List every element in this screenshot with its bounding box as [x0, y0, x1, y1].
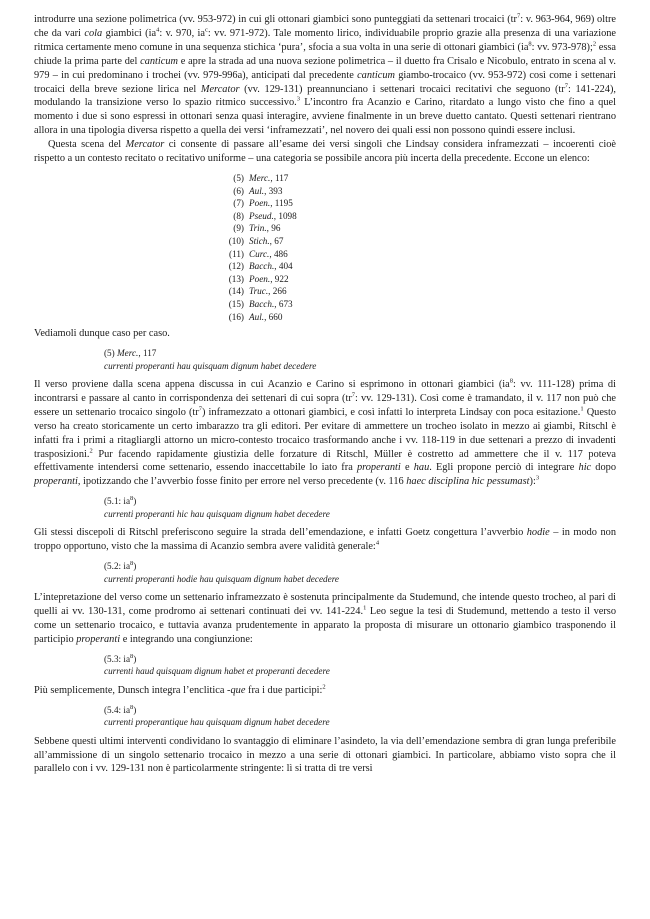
verse-number: , 1098 — [273, 210, 297, 221]
example-reference — [249, 185, 282, 198]
verse-number: , 96 — [266, 223, 281, 234]
verse-number: , 266 — [268, 286, 287, 297]
text-run: e integrando una congiunzione: — [120, 633, 253, 645]
example-number: (5) — [233, 172, 244, 183]
paragraph — [34, 591, 616, 647]
verse-number: , 117 — [270, 172, 289, 183]
play-title: Pseud. — [249, 210, 274, 221]
play-title: Bacch. — [249, 261, 275, 272]
example-number: (15) — [228, 298, 244, 309]
text-run: (5.1: ia — [104, 496, 131, 507]
verse-number: , 922 — [270, 273, 289, 284]
play-title: Aul. — [249, 311, 265, 322]
text-run: Questa scena del — [48, 139, 126, 151]
text-run: Questo verso ha creato storicamente un certo imbarazzo tra gli editori. Per evitare di ammettere un trocheo isolato in mezzo ai giambi, Ritschl è infatti fra i primi a ritagliargli attorno un micro-contesto trocaico trasformando anche i vv. 118-119 in due settenari a prezzo di invadenti trasposizioni. — [34, 406, 616, 460]
footnote-ref: 3 — [535, 474, 540, 482]
text-run: ) inframezzato a ottonari giambici, e così infatti lo interpreta Lindsay con poca esitazione. — [202, 406, 581, 418]
text-run: giambici (ia — [102, 27, 157, 39]
paragraph — [34, 138, 616, 166]
footnote-ref: 1 — [580, 405, 584, 413]
text-run: (5.2: ia — [104, 561, 131, 572]
text-run: ) — [133, 653, 137, 664]
example-item — [222, 197, 616, 210]
footnote-ref: 8 — [509, 377, 513, 385]
example-reference — [249, 248, 288, 261]
paragraph — [34, 684, 616, 698]
footnote-ref: 7 — [351, 391, 356, 399]
play-title: Merc. — [249, 172, 271, 183]
example-number: (9) — [233, 223, 244, 234]
text-run: : v. 970, ia — [159, 27, 206, 39]
text-run: : vv. 973-978); — [531, 41, 593, 53]
footnote-ref: 4 — [375, 539, 380, 547]
italic-text: Mercator — [125, 139, 165, 151]
verse-label — [104, 347, 616, 360]
play-title: Trin. — [249, 223, 267, 234]
example-item — [222, 235, 616, 248]
example-item — [222, 260, 616, 273]
footnote-ref: 7 — [564, 82, 568, 90]
text-run: : v. 963-964, 969) oltre che da vari — [34, 14, 617, 39]
example-number: (11) — [229, 248, 244, 259]
example-reference — [249, 311, 282, 324]
italic-text: properanti — [356, 462, 401, 474]
example-item — [222, 248, 616, 261]
example-number: (16) — [228, 311, 244, 322]
verse-text: currenti properantique hau quisquam dignum habet decedere — [104, 717, 330, 728]
footnote-ref: 2 — [322, 683, 326, 691]
italic-text: hic — [578, 462, 592, 474]
italic-text: cola — [84, 27, 103, 39]
text-run: giambo-trocaico (vv. 953-972) così come i settenari trocaici della breve sezione lirica nel — [34, 69, 616, 95]
verse-number: , 67 — [269, 235, 284, 246]
text-run: essa chiude la prima parte del — [34, 41, 616, 67]
paragraph — [34, 735, 616, 777]
text-run: Il verso proviene dalla scena appena discussa in cui Acanzio e Carino si esprimono in ottonari giambici (ia — [34, 379, 510, 390]
verse-text: currenti properanti hic hau quisquam dignum habet decedere — [104, 508, 330, 519]
text-run: ) — [133, 496, 137, 507]
play-title: Truc. — [249, 286, 269, 297]
verse-quote — [104, 560, 616, 585]
italic-text: canticum — [357, 69, 395, 81]
text-run: (5) — [104, 348, 118, 358]
play-title: Curc. — [249, 248, 270, 259]
text-run: (5.4: ia — [104, 704, 131, 715]
verse-text: currenti properanti hodie hau quisquam dignum habet decedere — [104, 573, 340, 584]
footnote-ref: 4 — [156, 26, 160, 34]
text-run: Vediamoli dunque caso per caso. — [34, 328, 170, 340]
text-run: Gli stessi discepoli di Ritschl preferiscono seguire la strada dell’emendazione, e infatti Goetz congettura l’avverbio — [34, 527, 527, 539]
example-item — [222, 298, 616, 311]
paragraph — [34, 526, 616, 554]
example-reference — [249, 197, 293, 210]
verse-number: , 486 — [269, 248, 288, 259]
example-number: (6) — [233, 185, 244, 196]
example-reference — [249, 235, 283, 248]
verse-label — [104, 653, 616, 666]
footnote-ref: 8 — [130, 703, 134, 711]
play-title: Stich. — [249, 235, 270, 246]
text-run: Pur facendo rapidamente giustizia delle forzature di Ritschl, Müller è costretto ad ammettere che il v. 117 poteva effettivamente intendersi come settenario, essendo inaccettabile lo iato fra — [34, 448, 616, 474]
example-number: (12) — [228, 261, 244, 272]
italic-text: hau — [413, 462, 430, 474]
italic-text: -que — [227, 684, 246, 696]
footnote-ref: 7 — [198, 405, 202, 413]
play-title: Poen. — [249, 273, 271, 284]
text-run: e — [400, 462, 414, 474]
play-title: Poen. — [249, 198, 271, 209]
verse-text: currenti properanti hau quisquam dignum habet decedere — [104, 360, 317, 371]
verse-label — [104, 560, 616, 573]
footnote-ref: 8 — [130, 495, 134, 503]
example-reference — [249, 222, 280, 235]
example-reference — [249, 260, 293, 273]
verse-number: , 393 — [264, 185, 283, 196]
example-list — [222, 172, 616, 323]
italic-text: haec disciplina hic pessumast — [406, 476, 530, 488]
text-run: ) — [133, 561, 137, 572]
footnote-ref: 1 — [363, 604, 367, 612]
example-number: (10) — [228, 235, 244, 246]
footnote-ref: 2 — [592, 40, 597, 48]
example-number: (13) — [228, 273, 244, 284]
text-run: : vv. 971-972). Tale momento lirico, individuabile proprio grazie alla presenza di una variazione ritmica certamente meno comune in una sequenza stichica ‘pura’, sfocia a sua volta in una serie di ottonari giambici (ia — [34, 27, 617, 53]
example-item — [222, 172, 616, 185]
example-item — [222, 311, 616, 324]
text-run: L’incontro fra Acanzio e Carino, ritardato a lungo visto che fino a quel momento i due si sono espressi in ottonari senza quasi interagire, avviene finalmente in un breve duetto cantato. Questi settenari rientrano allora in una tipologia diversa rispetto a quella dei versi ‘inframezzati’, nel novero dei quali essi non possono quindi essere inclusi. — [34, 97, 616, 137]
example-number: (7) — [233, 198, 244, 209]
verse-number: , 673 — [274, 298, 293, 309]
italic-text: properanti — [34, 476, 78, 488]
verse-number: , 660 — [264, 311, 283, 322]
italic-text: Mercator — [200, 83, 240, 95]
paragraph — [34, 13, 616, 138]
italic-text: properanti — [76, 633, 121, 645]
text-run: – in modo non troppo opportuno, visto che la massima di Acanzio sembra avere validità generale: — [34, 527, 616, 553]
verse-label — [104, 704, 616, 717]
example-reference — [249, 172, 288, 185]
text-run: ci consente di passare all’esame dei versi singoli che Lindsay considera inframezzati – incoerenti cioè rispetto a un contesto recitato o recitativo uniforme – una categoria se possibile ancora più incerta della precedente. Eccone un elenco: — [34, 139, 616, 165]
verse-quote — [104, 653, 616, 678]
italic-text: Merc. — [117, 348, 139, 358]
text-run: , ipotizzando che l’avverbio fosse finito per errore nel verso precedente (v. 116 — [77, 476, 407, 488]
verse-number: , 404 — [274, 261, 293, 272]
text-run: (vv. 129-131) preannunciano i settenari trocaici recitativi che seguono (tr — [239, 83, 565, 95]
example-reference — [249, 273, 289, 286]
paragraph — [34, 327, 616, 341]
example-reference — [249, 285, 287, 298]
example-item — [222, 273, 616, 286]
example-reference — [249, 210, 297, 223]
footnote-ref: c — [205, 26, 208, 34]
example-item — [222, 185, 616, 198]
text-run: e apre la strada ad una nuova sezione polimetrica – il duetto fra Crisalo e Nicobulo, entrato in scena al v. 979 – in cui predominano i trochei (vv. 979-996a), anticipati dal precedente — [34, 55, 617, 81]
verse-text: currenti haud quisquam dignum habet et properanti decedere — [104, 666, 330, 677]
example-item — [222, 222, 616, 235]
footnote-ref: 3 — [296, 96, 300, 103]
text-run: Più semplicemente, Dunsch integra l’enclitica — [34, 684, 228, 696]
play-title: Aul. — [249, 185, 265, 196]
italic-text: hodie — [526, 527, 550, 539]
footnote-ref: 7 — [516, 12, 521, 20]
example-item — [222, 210, 616, 223]
footnote-ref: 8 — [528, 40, 532, 48]
footnote-ref: 8 — [130, 652, 134, 660]
text-run: : 141-224), modulando la transizione verso lo spazio ritmico successivo. — [34, 83, 617, 109]
example-number: (8) — [233, 210, 244, 221]
footnote-ref: 2 — [89, 447, 93, 455]
verse-quote — [104, 704, 616, 729]
text-run: ) — [133, 704, 137, 715]
verse-number: , 1195 — [270, 198, 293, 209]
text-run: , 117 — [138, 348, 157, 358]
verse-quote — [104, 495, 616, 520]
text-run: Sebbene questi ultimi interventi condividano lo svantaggio di eliminare l’asindeto, la via dell’emendazione sembra di gran lunga preferibile all’ammissione di un singolo settenario trocaico in mezzo a una serie di ottonari giambici. In particolare, abbiamo visto sopra che il parallelo con i vv. 129-131 non è particolarmente stringente: lì si tratta di tre versi — [34, 735, 616, 775]
text-run: ): — [529, 476, 536, 488]
text-run: introdurre una sezione polimetrica (vv. 953-972) in cui gli ottonari giambici sono punteggiati da settenari trocaici (tr — [34, 14, 517, 25]
text-run: : vv. 111-128) prima di incontrarsi e passare al canto in corrispondenza dei settenari di cui sopra (tr — [34, 379, 616, 404]
text-run: L’intepretazione del verso come un settenario inframezzato è sostenuta principalmente da Studemund, che intende questo trocheo, al pari di quelli ai vv. 130-131, come prodromo ai settenari continuati dei vv. 141-224. — [34, 592, 616, 617]
verse-label — [104, 495, 616, 508]
example-item — [222, 285, 616, 298]
footnote-ref: 8 — [130, 560, 134, 567]
example-number: (14) — [228, 286, 244, 297]
text-run: fra i due participi: — [245, 684, 323, 696]
text-run: Leo segue la tesi di Studemund, mettendo a testo il verso come un settenario trocaico, e tuttavia avanza prudentemente in apparato la proposta di misurare un ottonario giambico trasponendo il participio — [34, 605, 616, 645]
verse-quote — [104, 347, 616, 372]
example-reference — [249, 298, 293, 311]
text-run: . Egli propone perciò di integrare — [429, 462, 579, 474]
text-run: : vv. 129-131). Così come è tramandato, il v. 117 non può che essere un settenario trocaico singolo (tr — [34, 392, 616, 418]
text-run: dopo — [591, 462, 616, 474]
text-run: (5.3: ia — [104, 653, 131, 664]
play-title: Bacch. — [249, 298, 275, 309]
italic-text: canticum — [140, 55, 179, 67]
paragraph — [34, 378, 616, 489]
